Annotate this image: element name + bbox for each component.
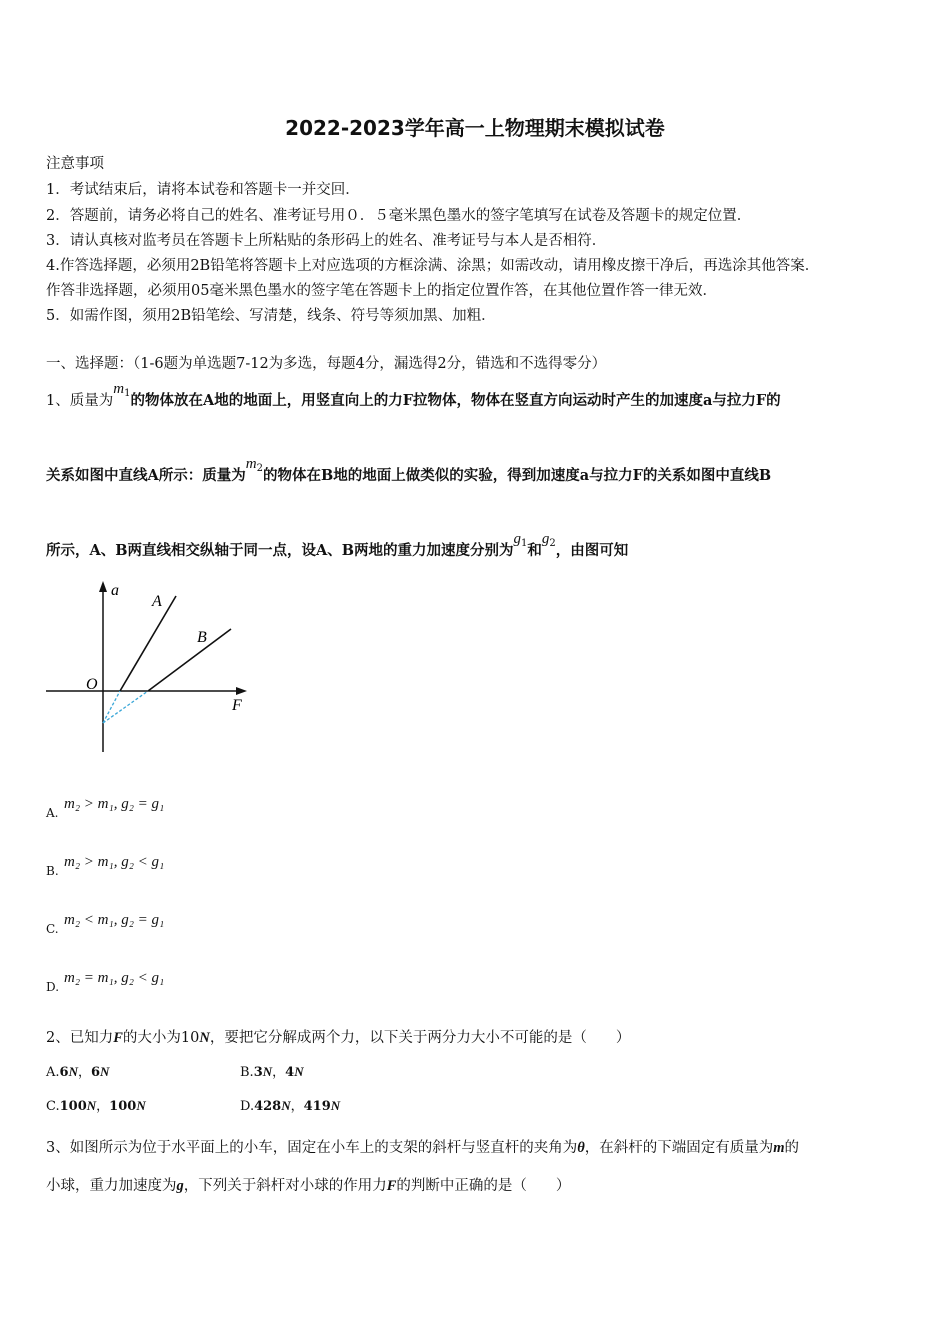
q1-stem-line1: 1、质量为$m_1$的物体放在A地的地面上，用竖直向上的力F拉物体，物体在竖直方向运动时产生的加速度a与拉力F的 bbox=[46, 381, 781, 409]
q1-stem-line3: 所示，A、B两直线相交纵轴于同一点，设A、B两地的重力加速度分别为$g_1$和$g_2$，由图可知 bbox=[46, 531, 629, 559]
notice-heading: 注意事项 bbox=[46, 156, 104, 172]
q1-stem-line2: 关系如图中直线A所示：质量为$m_2$的物体在B地的地面上做类似的实验，得到加速度a与拉力F的关系如图中直线B bbox=[46, 456, 772, 484]
axis-y-label: a bbox=[111, 582, 119, 599]
line-a-label: A bbox=[152, 593, 162, 610]
notice-item: 1．考试结束后，请将本试卷和答题卡一并交回． bbox=[46, 182, 360, 198]
notice-item: 作答非选择题，必须用05毫米黑色墨水的签字笔在答题卡上的指定位置作答，在其他位置作答一律无效． bbox=[46, 283, 717, 299]
line-b bbox=[148, 629, 231, 691]
q2-option-b[interactable]: B.3N，4N bbox=[240, 1064, 304, 1080]
line-b-label: B bbox=[197, 629, 207, 646]
q2-option-a[interactable]: A.6N，6N bbox=[46, 1064, 110, 1080]
y-axis-arrow bbox=[99, 581, 107, 592]
q1-figure bbox=[44, 576, 254, 756]
notice-item: 5．如需作图，须用2B铅笔绘、写清楚，线条、符号等须加黑、加粗． bbox=[46, 308, 496, 324]
notice-item: 3．请认真核对监考员在答题卡上所粘贴的条形码上的姓名、准考证号与本人是否相符． bbox=[46, 233, 607, 249]
q3-stem-line2: 小球，重力加速度为g，下列关于斜杆对小球的作用力F的判断中正确的是（ ） bbox=[46, 1178, 571, 1194]
origin-label: O bbox=[86, 676, 98, 693]
q2-option-c[interactable]: C.100N，100N bbox=[46, 1098, 146, 1114]
notice-item: 2．答题前，请务必将自己的姓名、准考证号用０．５毫米黑色墨水的签字笔填写在试卷及答题卡的规定位置． bbox=[46, 208, 752, 224]
axis-x-label: F bbox=[232, 697, 242, 714]
line-a-extension bbox=[103, 691, 120, 723]
q2-stem: 2、已知力F的大小为10N，要把它分解成两个力，以下关于两分力大小不可能的是（ ） bbox=[46, 1030, 631, 1046]
q3-stem-line1: 3、如图所示为位于水平面上的小车，固定在小车上的支架的斜杆与竖直杆的夹角为θ，在斜杆的下端固定有质量为m的 bbox=[46, 1140, 800, 1156]
line-b-extension bbox=[103, 691, 148, 723]
q2-option-d[interactable]: D.428N，419N bbox=[240, 1098, 341, 1114]
section-heading: 一、选择题：（1-6题为单选题7-12为多选，每题4分，漏选得2分，错选和不选得零分） bbox=[46, 356, 607, 372]
x-axis-arrow bbox=[236, 687, 247, 695]
page-title: 2022-2023学年高一上物理期末模拟试卷 bbox=[285, 116, 665, 140]
notice-item: 4.作答选择题，必须用2B铅笔将答题卡上对应选项的方框涂满、涂黑；如需改动，请用橡皮擦干净后，再选涂其他答案． bbox=[46, 258, 820, 274]
exam-page: 2022-2023学年高一上物理期末模拟试卷 注意事项 1．考试结束后，请将本试卷和答题卡一并交回． 2．答题前，请务必将自己的姓名、准考证号用０．５毫米黑色墨水的签字笔填写在试卷及答题卡的规定位置． 3．请认真核对监考员在答题卡上所粘贴的条形码上的姓名、准考证号与本人是否相符． 4.作答选择题，必须用2B铅笔将答题卡上对应选项的方框涂满、涂黑；如需改动，请用橡皮擦干净后，再选涂其他答案． 作答非选择题，必须用05毫米黑色墨水的签字笔在答题卡上的指定位置作答，在其他位置作答一律无效． 5．如需作图，须用2B铅笔绘、写清楚，线条、符号等须加黑、加粗． 一、选择题：（1-6题为单选题7-12为多选，每题4分，漏选得2分，错选和不选得零分） 1、质量为$m_1$的物体放在A地的地面上，用竖直向上的力F拉物体，物体在竖直方向运动时产生的加速度a与拉力F的 关系如图中直线A所示：质量为$m_2$的物体在B地的地面上做类似的实验，得到加速度a与拉力F的关系如图中直线B 所示，A、B两直线相交纵轴于同一点，设A、B两地的重力加速度分别为$g_1$和$g_2$，由图可知 a F O A B A. m₂ > m₁, g₂ = g₁ B. m₂ > m₁, g₂ < g₁ C. m₂ < m₁, g₂ = g₁ D. m₂ = m₁, g₂ < g₁ 2、已知力F的大小为10N，要把它分解成两个力，以下关于两分力大小不可能的是（ ） A.6N，6N B.3N，4N C.100N，100N D.428N，419N 3、如图所示为位于水平面上的小车，固定在小车上的支架的斜杆与竖直杆的夹角为θ，在斜杆的下端固定有质量为m的 小球，重力加速度为g，下列关于斜杆对小球的作用力F的判断中正确的是（ ） bbox=[0, 0, 950, 1344]
